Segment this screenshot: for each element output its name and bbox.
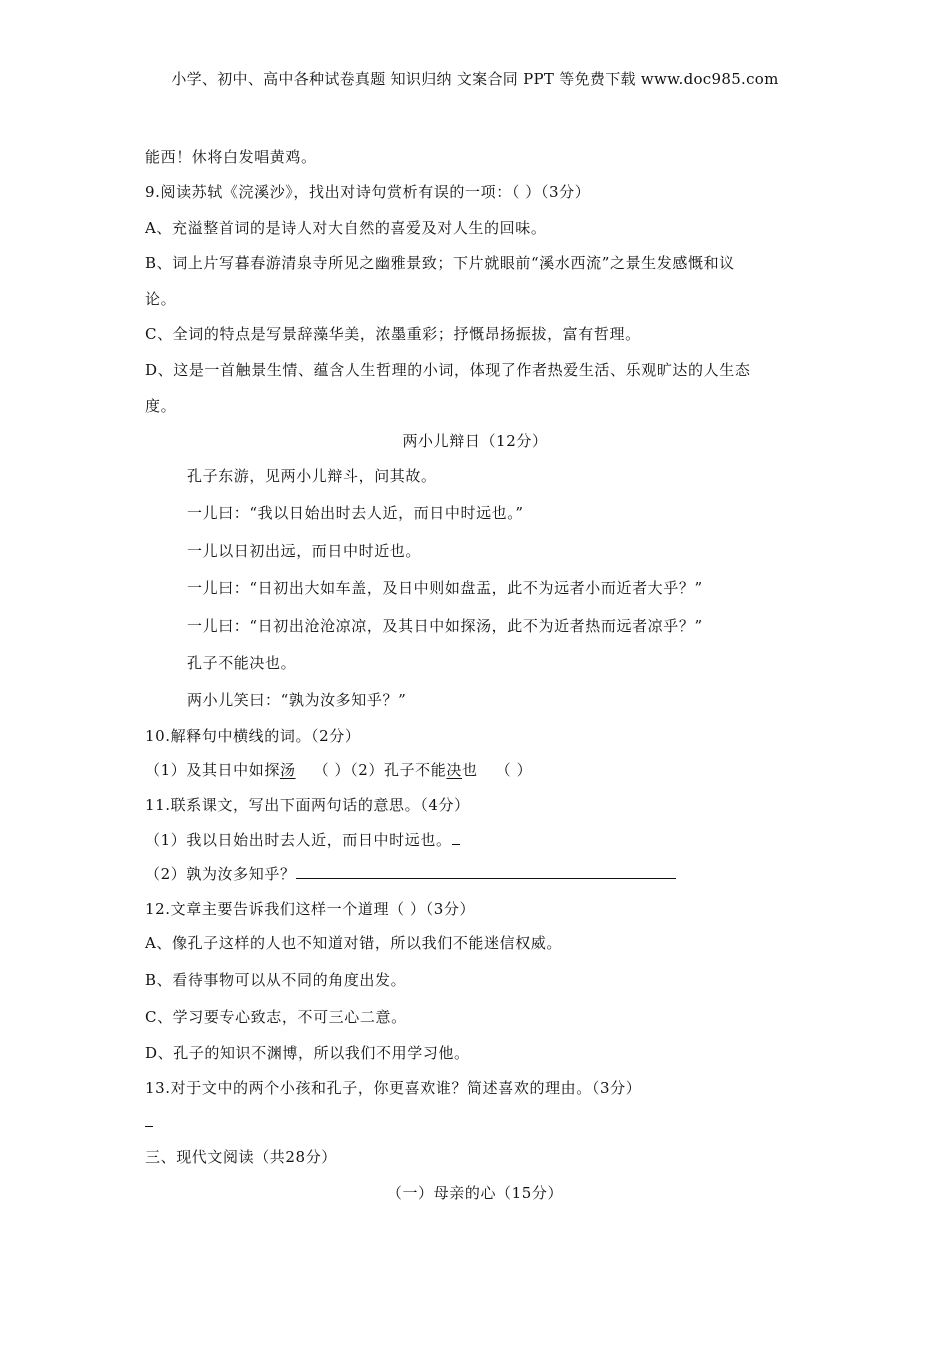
passage-line-7: 两小儿笑曰：“孰为汝多知乎？”: [187, 691, 407, 709]
q11-p1-answer-line[interactable]: [452, 830, 460, 845]
passage-line-1: 孔子东游，见两小儿辩斗，问其故。: [187, 467, 437, 485]
section3-subheading: （一）母亲的心（15分）: [386, 1184, 564, 1202]
q11-p1: [145, 829, 460, 850]
q10-p1-prefix: （1）及其日中如探: [145, 761, 280, 779]
q10-p1-underlined-word: 汤: [279, 761, 296, 779]
q9-option-a: A、充溢整首词的是诗人对大自然的喜爱及对人生的回味。: [145, 219, 547, 237]
q10-stem: 10.解释句中横线的词。（2分）: [145, 727, 361, 745]
passage-line-2: 一儿曰：“我以日始出时去人近，而日中时远也。”: [187, 504, 524, 522]
q10-p2-prefix: （2）孔子不能: [350, 761, 447, 779]
q12-option-d: D、孔子的知识不渊博，所以我们不用学习他。: [145, 1044, 470, 1062]
passage-title: 两小儿辩日（12分）: [402, 432, 548, 450]
page-header: 小学、初中、高中各种试卷真题 知识归纳 文案合同 PPT 等免费下载 www.doc985.com: [171, 70, 779, 88]
poem-tail: 能西！休将白发唱黄鸡。: [145, 148, 317, 166]
q10-p2-underlined-word: 决: [446, 761, 462, 779]
q9-option-c: C、全词的特点是写景辞藻华美，浓墨重彩；抒慨昂扬振拔，富有哲理。: [145, 325, 641, 343]
passage-line-6: 孔子不能决也。: [187, 654, 297, 672]
passage-line-4: 一儿曰：“日初出大如车盖，及日中则如盘盂，此不为远者小而近者大乎？”: [187, 579, 703, 597]
section3-heading: 三、现代文阅读（共28分）: [145, 1148, 337, 1166]
q11-p2-text: （2）孰为汝多知乎？: [145, 865, 296, 883]
q10-items: [145, 759, 532, 780]
q11-p2: [145, 863, 676, 884]
q12-stem: 12.文章主要告诉我们这样一个道理（ ）（3分）: [145, 900, 476, 918]
q13-answer-blank[interactable]: [145, 1112, 153, 1127]
q13-stem: 13.对于文中的两个小孩和孔子，你更喜欢谁？简述喜欢的理由。（3分）: [145, 1079, 642, 1097]
q11-p2-answer-line[interactable]: [296, 864, 676, 879]
q10-p1-answer-blank[interactable]: （ ）: [313, 761, 351, 779]
passage-line-5: 一儿曰：“日初出沧沧凉凉，及其日中如探汤，此不为近者热而远者凉乎？”: [187, 617, 703, 635]
q9-option-d-line2: 度。: [145, 397, 177, 415]
q12-option-c: C、学习要专心致志，不可三心二意。: [145, 1008, 407, 1026]
q9-option-b-line1: B、词上片写暮春游清泉寺所见之幽雅景致；下片就眼前“溪水西流”之景生发感慨和议: [145, 254, 735, 272]
q12-option-b: B、看待事物可以从不同的角度出发。: [145, 971, 407, 989]
q11-p1-text: （1）我以日始出时去人近，而日中时远也。: [145, 831, 452, 849]
q11-stem: 11.联系课文，写出下面两句话的意思。（4分）: [145, 796, 470, 814]
q12-option-a: A、像孔子这样的人也不知道对错，所以我们不能迷信权威。: [145, 934, 563, 952]
passage-line-3: 一儿以日初出远，而日中时近也。: [187, 542, 422, 560]
q10-p2-suffix: 也: [462, 761, 478, 779]
q13-answer-line[interactable]: [145, 1112, 153, 1131]
q9-stem: 9.阅读苏轼《浣溪沙》，找出对诗句赏析有误的一项：（ ）（3分）: [145, 183, 591, 201]
q9-option-b-line2: 论。: [145, 290, 177, 308]
q10-p2-answer-blank[interactable]: （ ）: [495, 761, 533, 779]
q9-option-d-line1: D、这是一首触景生情、蕴含人生哲理的小词，体现了作者热爱生活、乐观旷达的人生态: [145, 361, 751, 379]
